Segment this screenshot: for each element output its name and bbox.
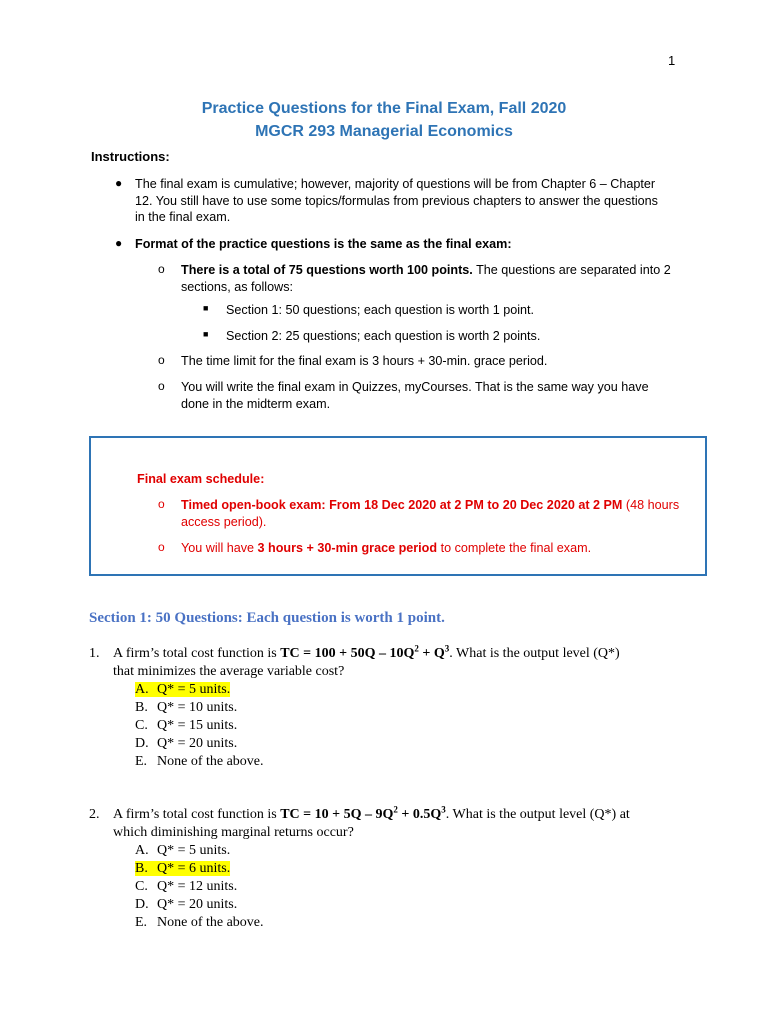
section-1-item: Section 1: 50 questions; each question is worth 1 point. [226,303,535,317]
formula-part: + 0.5Q [397,807,442,822]
schedule-item-2 [181,540,696,557]
option-text: Q* = 15 units. [157,718,238,733]
option-letter: B. [135,700,148,715]
section-1-heading: Section 1: 50 Questions: Each question is worth 1 point. [89,610,445,626]
formula-part: TC = 10 + 5Q – 9Q [280,807,394,822]
sub-item-time-limit: The time limit for the final exam is 3 hours + 30-min. grace period. [181,354,548,368]
question-text-line-2: which diminishing marginal returns occur? [113,825,354,840]
circle-bullet-icon: o [158,379,165,393]
question-text-line-2: that minimizes the average variable cost? [113,664,345,679]
option-text: Q* = 20 units. [157,736,238,751]
option-text: Q* = 20 units. [157,897,238,912]
option-letter: A. [135,843,149,858]
exponent: 3 [441,804,446,815]
schedule-item-2-pre: You will have [181,541,258,555]
sub-item-quizzes-line-2: done in the midterm exam. [181,396,331,411]
section-2-item: Section 2: 25 questions; each question is worth 2 points. [226,329,541,343]
options-list [89,681,689,771]
question-text: . What is the output level (Q*) at [445,807,630,822]
sub-item-quizzes [181,379,691,412]
question-text: A firm’s total cost function is [113,646,281,661]
bullet-1-line-3: in the final exam. [135,210,231,224]
sub-item-text: The questions are separated into 2 [472,263,671,277]
question-number: 2. [89,807,100,822]
square-bullet-icon: ■ [203,329,209,339]
schedule-item-1-bold: Timed open-book exam: From 18 Dec 2020 at 2 PM to 20 Dec 2020 at 2 PM [181,498,623,512]
page-number: 1 [668,53,676,68]
option-d[interactable] [135,896,689,914]
option-text: Q* = 12 units. [157,879,238,894]
schedule-item-1-rest: (48 hours [622,498,680,512]
option-b[interactable] [135,699,689,717]
formula-part: + Q [418,646,445,661]
question-2 [89,806,689,932]
option-letter: C. [135,879,148,894]
square-bullet-icon: ■ [203,303,209,313]
question-text: A firm’s total cost function is [113,807,281,822]
bullet-dot-icon: ● [115,176,123,190]
title-line-1: Practice Questions for the Final Exam, Fall 2020 [201,100,567,117]
schedule-item-1 [181,497,696,530]
circle-bullet-icon: o [158,353,165,367]
sub-item-line-2: sections, as follows: [181,279,293,294]
option-letter: D. [135,897,149,912]
option-letter: A. [135,682,149,697]
sub-item-bold-text: There is a total of 75 questions worth 100 points. [181,263,473,277]
option-letter: C. [135,718,148,733]
schedule-item-1-line-2: access period). [181,514,267,529]
exponent: 2 [414,643,419,654]
exponent: 3 [444,643,450,654]
instructions-heading: Instructions: [91,149,170,164]
option-text: None of the above. [157,915,264,930]
option-text: None of the above. [157,754,264,769]
bullet-1 [135,176,695,226]
bullet-dot-icon: ● [115,236,123,250]
schedule-box [89,436,707,576]
formula-part: TC = 100 + 50Q – 10Q [280,646,415,661]
option-letter: D. [135,736,149,751]
sub-item-questions-total [181,262,691,295]
option-letter: B. [135,861,148,876]
circle-bullet-icon: o [158,262,165,276]
option-d[interactable] [135,735,689,753]
schedule-item-2-post: to complete the final exam. [437,541,592,555]
schedule-heading: Final exam schedule: [137,472,265,486]
schedule-item-2-bold: 3 hours + 30-min grace period [257,541,438,555]
option-text: Q* = 10 units. [157,700,238,715]
option-letter: E. [135,754,148,769]
circle-bullet-icon: o [158,497,165,511]
option-e[interactable] [135,753,689,771]
bullet-1-line-1: The final exam is cumulative; however, majority of questions will be from Chapter 6 – Chapter [135,177,656,191]
option-e[interactable] [135,914,689,932]
option-text: Q* = 5 units. [157,843,231,858]
option-text: Q* = 5 units. [157,682,231,697]
sub-item-quizzes-line-1: You will write the final exam in Quizzes, myCourses. That is the same way you have [181,380,649,394]
option-c[interactable] [135,717,689,735]
option-b[interactable] [135,860,689,878]
option-a[interactable] [135,842,689,860]
option-a[interactable] [135,681,689,699]
bullet-1-line-2: 12. You still have to use some topics/formulas from previous chapters to answer the questions [135,193,658,208]
question-1 [89,645,689,771]
bullet-2: Format of the practice questions is the same as the final exam: [135,237,512,251]
question-text: . What is the output level (Q*) [449,646,620,661]
title-line-2: MGCR 293 Managerial Economics [255,123,513,140]
circle-bullet-icon: o [158,540,165,554]
options-list [89,842,689,932]
option-text: Q* = 6 units. [157,861,231,876]
option-c[interactable] [135,878,689,896]
option-letter: E. [135,915,148,930]
exponent: 2 [393,804,398,815]
question-number: 1. [89,646,100,661]
document-title [0,97,768,143]
